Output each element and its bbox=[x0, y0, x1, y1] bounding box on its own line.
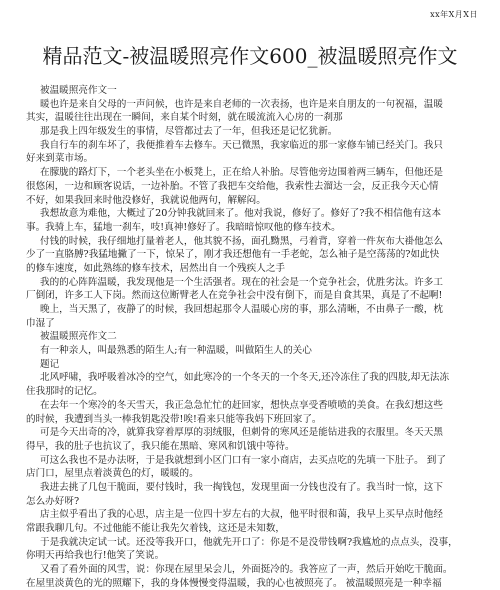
paragraph-line: 有一种亲人，叫最熟悉的陌生人;有一种温暖，叫做陌生人的关心 bbox=[40, 345, 312, 357]
paragraph-line: 晚上，当天黑了，夜静了的时候，我回想起那令人温暖心房的事，那么清晰，不由鼻子一酸，枕 bbox=[40, 304, 443, 315]
paragraph-line: 事。我骑上车，猛地一刹车，吱!真神!修好了。我暗暗惊叹他的修车技术。 bbox=[26, 221, 341, 233]
paragraph-line: 住我那时的记忆。 bbox=[26, 386, 103, 398]
paragraph-line: 店门口，屋里点着淡黄色的灯，暖暖的。 bbox=[26, 468, 199, 480]
section-heading: 被温暖照亮作文一 bbox=[40, 85, 117, 96]
section-heading: 题记 bbox=[40, 358, 60, 370]
paragraph-line: 厂倒闭，许多工人下岗。然而这位断臂老人在竞争社会中没有倒下，而是自食其果，真是了不起啊! bbox=[26, 290, 443, 302]
document-body bbox=[26, 84, 476, 590]
paragraph-line: 我自行车的刹车坏了，我便推着车去修车。天已微黑，我家临近的那一家修车铺已经关门。我只 bbox=[40, 139, 443, 151]
paragraph-line: 的时候，我遭到当头一棒我钥匙没带!唉!看来只能等我妈下班回家了。 bbox=[26, 413, 322, 425]
paragraph-line: 得早，我的肚子也抗议了，我只能在黑暗、寒风和饥饿中等待。 bbox=[26, 440, 295, 452]
paragraph-line: 那是我上四年级发生的事情，尽管都过去了一年，但我还是记忆犹新。 bbox=[40, 126, 338, 138]
section-heading: 被温暖照亮作文二 bbox=[40, 331, 117, 343]
document-date: xx年X月X日 bbox=[430, 10, 478, 19]
paragraph-line: 常跟我聊几句。不过他能不能让我先欠着钱，这还是未知数， bbox=[26, 523, 286, 534]
paragraph-line: 在朦胧的路灯下，一个老头坐在小板凳上，正在给人补胎。尽管他旁边围着两三辆车，但他还是 bbox=[40, 167, 443, 179]
paragraph-line: 我的的心阵阵温暖，我发现他是一个生活强者。现在的社会是一个竞争社会，优胜劣汰。许多工 bbox=[40, 276, 443, 288]
paragraph-line: 可是今天出奇的冷，就算我穿着厚厚的羽绒服，但刺骨的寒风还是能钻进我的衣服里。冬天天黑 bbox=[40, 427, 443, 439]
paragraph-line: 可这么我也不是办法呀，于是我就想到小区门口有一家小商店，去买点吃的先填一下肚子。 到了 bbox=[40, 454, 446, 466]
paragraph-line: 于是我就决定试一试。还没等我开口，他就先开口了：你是不是没带钱啊?我尴尬的点点头，没事， bbox=[40, 536, 458, 548]
document-title: 精品范文-被温暖照亮作文600_被温暖照亮作文 bbox=[42, 44, 458, 68]
paragraph-line: 不好，如果我回来时他没修好，我就说他两句，解解闷。 bbox=[26, 194, 266, 206]
paragraph-line: 在去年一个寒冷的冬天雪天，我正急急忙忙的赶回家，想快点享受香喷喷的美食。在我幻想这些 bbox=[40, 399, 443, 411]
paragraph-line: 你明天再给我也行!他笑了笑说。 bbox=[26, 550, 165, 562]
paragraph-line: 店主似乎看出了我的心思，店主是一位四十岁左右的大叔，他平时很和蔼，我早上买早点时他经 bbox=[40, 509, 443, 521]
paragraph-line: 的修车速度，如此熟练的修车技术，居然出自一个残疾人之手 bbox=[26, 262, 286, 274]
paragraph-line: 很悠闲，一边和顾客说话，一边补胎。不管了我把车交给他，我索性去溜达一会，反正我今天心情 bbox=[26, 180, 439, 192]
paragraph-line: 其实，温暖往往出现在一瞬间，来自某个时刻，就在暖流流入心房的一刹那 bbox=[26, 112, 343, 124]
paragraph-line: 暖也许是来自父母的一声问候，也许是来自老师的一次表扬，也许是来自朋友的一句祝福，温暖 bbox=[40, 98, 443, 110]
paragraph-line: 巾湿了 bbox=[26, 317, 55, 329]
paragraph-line: 又看了看外面的风雪，说：你现在屋里呆会儿，外面挺冷的。我答应了一声，然后开始吃干脆面。 bbox=[40, 564, 453, 576]
paragraph-line: 少了一直胳膊?我猛地撇了一下，惊呆了，刚才我还想他有一手老蛇，怎么袖子是空荡荡的?如此快 bbox=[26, 249, 440, 261]
paragraph-line: 付钱的时候，我仔细地打量着老人，他其貌不扬，面孔黝黑，弓着背，穿着一件灰布大褂他怎么 bbox=[40, 235, 443, 247]
paragraph-line: 好来到菜市场。 bbox=[26, 153, 94, 165]
paragraph-line: 北风呼啸，我呼吸着冰冷的空气，如此寒冷的一个冬天的一个冬天,还冷冻住了我的四肢,却无法冻 bbox=[40, 372, 450, 384]
paragraph-line: 怎么办好呀? bbox=[26, 495, 80, 507]
paragraph-line: 我进去挑了几包干脆面，要付钱时，我一掏钱包，发现里面一分钱也没有了。我当时一惊，这下 bbox=[40, 481, 443, 493]
paragraph-line: 我想故意为难他，大概过了20分钟我就回来了。他对我说，修好了。修好了?我不相信他有这本 bbox=[40, 208, 442, 220]
paragraph-line: 在屋里淡黄色的光的照耀下，我的身体慢慢变得温暖，我的心也被照亮了。 被温暖照亮是一种幸福 bbox=[26, 577, 442, 589]
